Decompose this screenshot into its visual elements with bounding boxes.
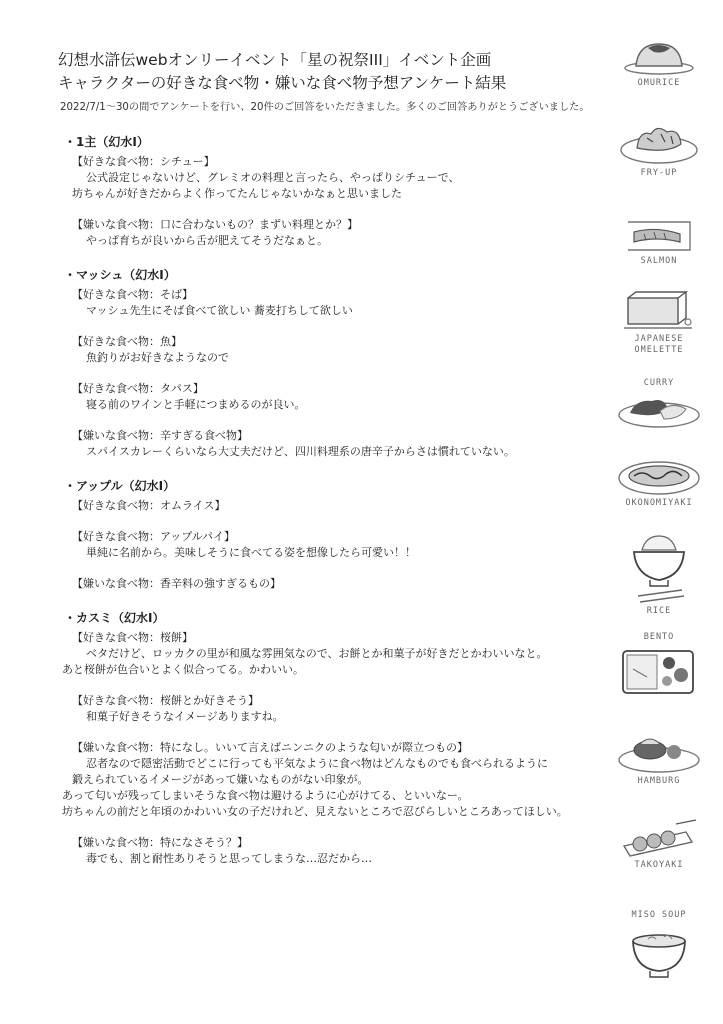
entry-text: 公式設定じゃないけど、グレミオの料理と言ったら、やっぱりシチューで、 bbox=[86, 171, 460, 184]
title-line-2: キャラクターの好きな食べ物・嫌いな食べ物予想アンケート結果 bbox=[58, 74, 507, 92]
entry bbox=[62, 428, 607, 460]
food-label: TAKOYAKI bbox=[634, 860, 684, 870]
entry-label: 【好きな食べ物：アップルパイ】 bbox=[72, 530, 236, 543]
food-label: CURRY bbox=[643, 378, 675, 388]
entry bbox=[62, 740, 607, 820]
food-curry bbox=[613, 378, 705, 431]
entry-text: 毒でも、割と耐性ありそうと思ってしまうな…忍だから… bbox=[86, 852, 372, 865]
section-heading: ・カスミ（幻水Ⅰ） bbox=[64, 611, 165, 625]
entry-label: 【嫌いな食べ物：特になし。いいて言えばニンニクのような匂いが際立つもの】 bbox=[72, 741, 468, 754]
takoyaki-icon bbox=[616, 818, 702, 860]
hamburg-icon bbox=[616, 724, 702, 776]
food-okonomiyaki bbox=[613, 454, 705, 509]
entry-text: 魚釣りがお好きなようなので bbox=[86, 351, 229, 364]
entry bbox=[62, 576, 607, 592]
entry-label: 【嫌いな食べ物：香辛料の強すぎるもの】 bbox=[72, 577, 281, 590]
entry-label: 【好きな食べ物：オムライス】 bbox=[72, 499, 226, 512]
section-heading: ・マッシュ（幻水Ⅰ） bbox=[64, 268, 176, 282]
entry-text: あって匂いが残ってしまいそうな食べ物は避けるように心がけてる、といいなー。 bbox=[62, 789, 469, 802]
bento-icon bbox=[617, 643, 701, 699]
section-heading: ・1主（幻水Ⅰ） bbox=[64, 135, 149, 149]
entry-label: 【好きな食べ物：そば】 bbox=[72, 288, 193, 301]
miso-soup-icon bbox=[620, 921, 698, 981]
section-mash bbox=[62, 267, 607, 460]
okonomiyaki-icon bbox=[616, 454, 702, 498]
entry-text: 寝る前のワインと手軽につまめるのが良い。 bbox=[86, 398, 306, 411]
entry-text: 和菓子好きそうなイメージありますね。 bbox=[86, 710, 284, 723]
food-label: FRY-UP bbox=[640, 168, 678, 178]
entry-label: 【好きな食べ物：魚】 bbox=[72, 335, 182, 348]
japanese-omelette-icon bbox=[618, 288, 700, 334]
entry bbox=[62, 693, 607, 725]
food-label: BENTO bbox=[643, 632, 675, 642]
entry-label: 【好きな食べ物：シチュー】 bbox=[72, 155, 215, 168]
fryup-icon bbox=[617, 120, 701, 168]
entry-text: あと桜餅が色合いとよく似合ってる。かわいい。 bbox=[62, 663, 304, 676]
food-label: HAMBURG bbox=[637, 776, 681, 786]
entry-label: 【嫌いな食べ物：特になさそう？】 bbox=[72, 836, 248, 849]
section-apple bbox=[62, 478, 607, 592]
food-salmon bbox=[613, 212, 705, 267]
entry-label: 【好きな食べ物：タパス】 bbox=[72, 382, 204, 395]
entry-label: 【嫌いな食べ物：口に合わないもの？まずい料理とか？】 bbox=[72, 218, 358, 231]
entry-text: 鍛えられているイメージがあって嫌いなものがない印象が。 bbox=[72, 773, 369, 786]
section-heading: ・アップル（幻水Ⅰ） bbox=[64, 479, 176, 493]
food-label: MISO SOUP bbox=[631, 910, 687, 920]
title-line-1: 幻想水滸伝webオンリーイベント「星の祝祭III」イベント企画 bbox=[58, 51, 492, 69]
entry bbox=[62, 498, 607, 514]
entry bbox=[62, 630, 607, 678]
food-japanese-omelette bbox=[613, 288, 705, 356]
entry-text: やっぱ育ちが良いから舌が肥えてそうだなぁと。 bbox=[86, 234, 328, 247]
food-label: RICE bbox=[646, 606, 672, 616]
food-rice bbox=[613, 530, 705, 617]
salmon-icon bbox=[620, 212, 698, 256]
entry-text: 坊ちゃんが好きだからよく作ってたんじゃないかなぁと思いました bbox=[72, 187, 402, 200]
entry bbox=[62, 287, 607, 319]
entry-label: 【好きな食べ物：桜餅】 bbox=[72, 631, 193, 644]
food-bento bbox=[613, 632, 705, 699]
entry-text: スパイスカレーくらいなら大丈夫だけど、四川料理系の唐辛子からさは慣れていない。 bbox=[86, 445, 515, 458]
entry bbox=[62, 381, 607, 413]
entry bbox=[62, 217, 607, 249]
entry bbox=[62, 835, 607, 867]
entry bbox=[62, 529, 607, 561]
omurice-icon bbox=[620, 38, 698, 78]
entry-text: マッシュ先生にそば食べて欲しい 蕎麦打ちして欲しい bbox=[86, 304, 353, 317]
curry-icon bbox=[616, 389, 702, 431]
page-title bbox=[58, 49, 603, 95]
entry bbox=[62, 334, 607, 366]
food-omurice bbox=[613, 38, 705, 89]
entry-label: 【嫌いな食べ物：辛すぎる食べ物】 bbox=[72, 429, 248, 442]
entry-text: ベタだけど、ロッカクの里が和風な雰囲気なので、お餅とか和菓子が好きだとかわいいなと。 bbox=[86, 647, 548, 660]
section-kasumi bbox=[62, 610, 607, 867]
food-hamburg bbox=[613, 724, 705, 787]
food-takoyaki bbox=[613, 818, 705, 871]
food-label: OKONOMIYAKI bbox=[625, 498, 693, 508]
food-miso-soup bbox=[613, 910, 705, 981]
entry-text: 坊ちゃんの前だと年頃のかわいい女の子だけれど、見えないところで忍びらしいところあってほしい。 bbox=[62, 805, 568, 818]
rice-icon bbox=[620, 530, 698, 606]
entry-text: 忍者なので隠密活動でどこに行っても平気なように食べ物はどんなものでも食べられるように bbox=[86, 757, 548, 770]
intro-text: 2022/7/1～30の間でアンケートを行い、20件のご回答をいただきました。多くのご回答ありがとうございました。 bbox=[60, 102, 590, 113]
food-label: OMELETTE bbox=[634, 345, 684, 355]
section-1shu bbox=[62, 134, 607, 249]
entry-label: 【好きな食べ物：桜餅とか好きそう】 bbox=[72, 694, 259, 707]
food-fryup bbox=[613, 120, 705, 179]
food-label: OMURICE bbox=[637, 78, 681, 88]
entry bbox=[62, 154, 607, 202]
food-label: SALMON bbox=[640, 256, 678, 266]
survey-results bbox=[62, 134, 607, 885]
food-label: JAPANESE bbox=[634, 334, 684, 344]
entry-text: 単純に名前から。美味しそうに食べてる姿を想像したら可愛い！！ bbox=[86, 546, 416, 559]
